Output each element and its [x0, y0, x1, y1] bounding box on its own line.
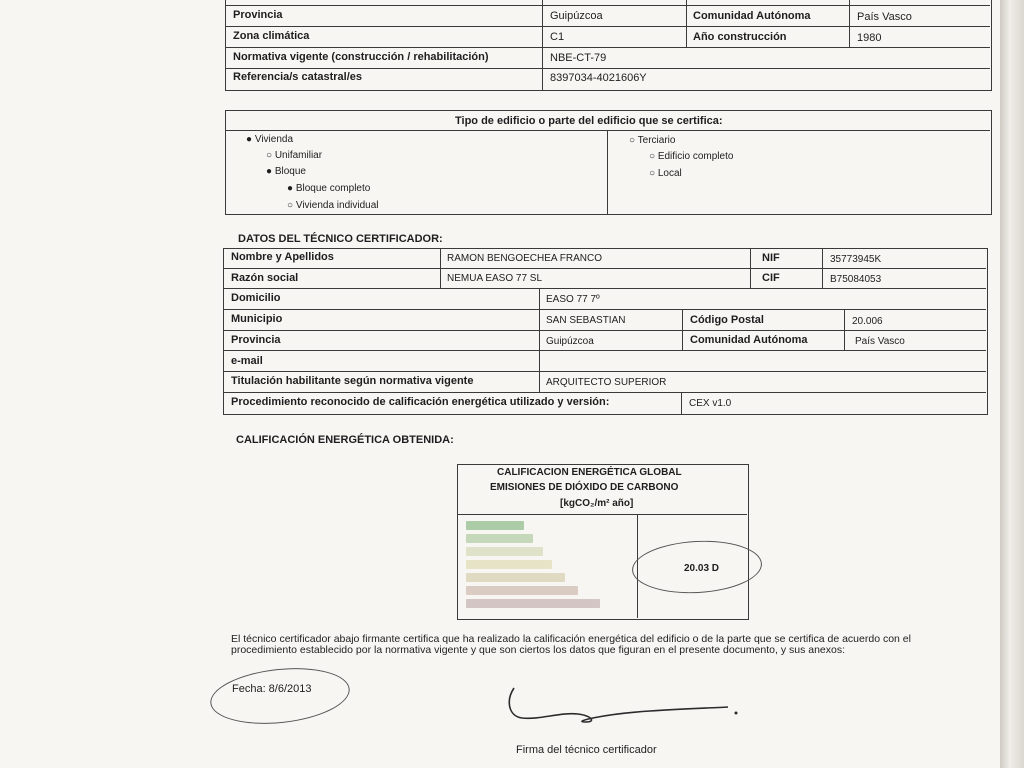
fecha: Fecha: 8/6/2013	[232, 683, 312, 695]
calificacion-heading: CALIFICACIÓN ENERGÉTICA OBTENIDA:	[236, 434, 454, 446]
domicilio-value: EASO 77 7º	[546, 294, 600, 305]
signature-mark	[500, 680, 750, 730]
empty-bullet-icon: ○	[287, 200, 294, 211]
energy-scale-bar	[466, 534, 533, 543]
nombre-label: Nombre y Apellidos	[231, 251, 334, 263]
building-type-title: Tipo de edificio o parte del edificio que se certifica:	[455, 115, 723, 127]
energy-scale-bar	[466, 573, 565, 582]
domicilio-label: Domicilio	[231, 292, 281, 304]
rating-title-3: [kgCO₂/m² año]	[560, 498, 634, 509]
tecnico-provincia-value: Guipúzcoa	[546, 336, 594, 347]
comunidad-value: País Vasco	[857, 11, 912, 23]
empty-bullet-icon: ○	[649, 151, 656, 162]
energy-scale-bar	[466, 521, 524, 530]
provincia-value: Guipúzcoa	[550, 10, 603, 22]
option-bloque-completo: ● Bloque completo	[287, 183, 371, 194]
energy-scale-bar	[466, 560, 552, 569]
normativa-label: Normativa vigente (construcción / rehabilitación)	[233, 51, 489, 63]
tecnico-heading: DATOS DEL TÉCNICO CERTIFICADOR:	[238, 233, 443, 245]
option-bloque: ● Bloque	[266, 166, 306, 177]
titulacion-value: ARQUITECTO SUPERIOR	[546, 377, 667, 388]
nif-label: NIF	[762, 252, 780, 264]
firma-label: Firma del técnico certificador	[516, 744, 657, 756]
normativa-value: NBE-CT-79	[550, 52, 607, 64]
procedimiento-value: CEX v1.0	[689, 398, 732, 409]
nif-value: 35773945K	[830, 254, 882, 265]
filled-bullet-icon: ●	[287, 183, 294, 194]
energy-scale-bar	[466, 586, 578, 595]
certification-text: El técnico certificador abajo firmante certifica que ha realizado la calificación energética del edificio o de la parte que se certifica de acuerdo con el procedimiento establecido por la normativa vigente y que son ciertos los datos que figuran en el presente documento, y sus anexos:	[231, 633, 911, 656]
option-terciario: ○ Terciario	[629, 135, 676, 146]
energy-scale	[466, 519, 626, 615]
razon-label: Razón social	[231, 272, 299, 284]
option-unifamiliar: ○ Unifamiliar	[266, 150, 323, 161]
tecnico-provincia-label: Provincia	[231, 334, 281, 346]
provincia-label: Provincia	[233, 9, 283, 21]
fecha-circle	[208, 662, 353, 730]
option-vivienda: ● Vivienda	[246, 134, 294, 145]
tecnico-comunidad-value: País Vasco	[855, 336, 905, 347]
option-vivienda-individual: ○ Vivienda individual	[287, 200, 379, 211]
rating-title-1: CALIFICACION ENERGÉTICA GLOBAL	[497, 467, 682, 478]
cp-label: Código Postal	[690, 314, 764, 326]
titulacion-label: Titulación habilitante según normativa vigente	[231, 375, 474, 387]
zona-label: Zona climática	[233, 30, 310, 42]
empty-bullet-icon: ○	[649, 168, 656, 179]
empty-bullet-icon: ○	[266, 150, 273, 161]
cp-value: 20.006	[852, 316, 883, 327]
filled-bullet-icon: ●	[246, 134, 253, 145]
zona-value: C1	[550, 31, 565, 43]
municipio-label: Municipio	[231, 313, 283, 325]
energy-scale-bar	[466, 547, 543, 556]
ano-label: Año construcción	[693, 31, 787, 43]
empty-bullet-icon: ○	[629, 135, 636, 146]
rating-value: 20.03 D	[684, 563, 720, 574]
page-edge	[1000, 0, 1024, 768]
energy-scale-bar	[466, 599, 600, 608]
referencia-value: 8397034-4021606Y	[550, 72, 647, 84]
option-edificio-completo: ○ Edificio completo	[649, 151, 734, 162]
municipio-value: SAN SEBASTIAN	[546, 315, 626, 326]
referencia-label: Referencia/s catastral/es	[233, 71, 363, 83]
cif-value: B75084053	[830, 274, 882, 285]
email-label: e-mail	[231, 355, 263, 367]
nombre-value: RAMON BENGOECHEA FRANCO	[447, 253, 603, 264]
cif-label: CIF	[762, 272, 780, 284]
option-local: ○ Local	[649, 168, 682, 179]
tecnico-comunidad-label: Comunidad Autónoma	[690, 334, 808, 346]
ano-value: 1980	[857, 32, 882, 44]
procedimiento-label: Procedimiento reconocido de calificación energética utilizado y versión:	[231, 396, 610, 408]
filled-bullet-icon: ●	[266, 166, 273, 177]
rating-title-2: EMISIONES DE DIÓXIDO DE CARBONO	[490, 482, 679, 493]
razon-value: NEMUA EASO 77 SL	[447, 273, 543, 284]
comunidad-label: Comunidad Autónoma	[693, 10, 811, 22]
